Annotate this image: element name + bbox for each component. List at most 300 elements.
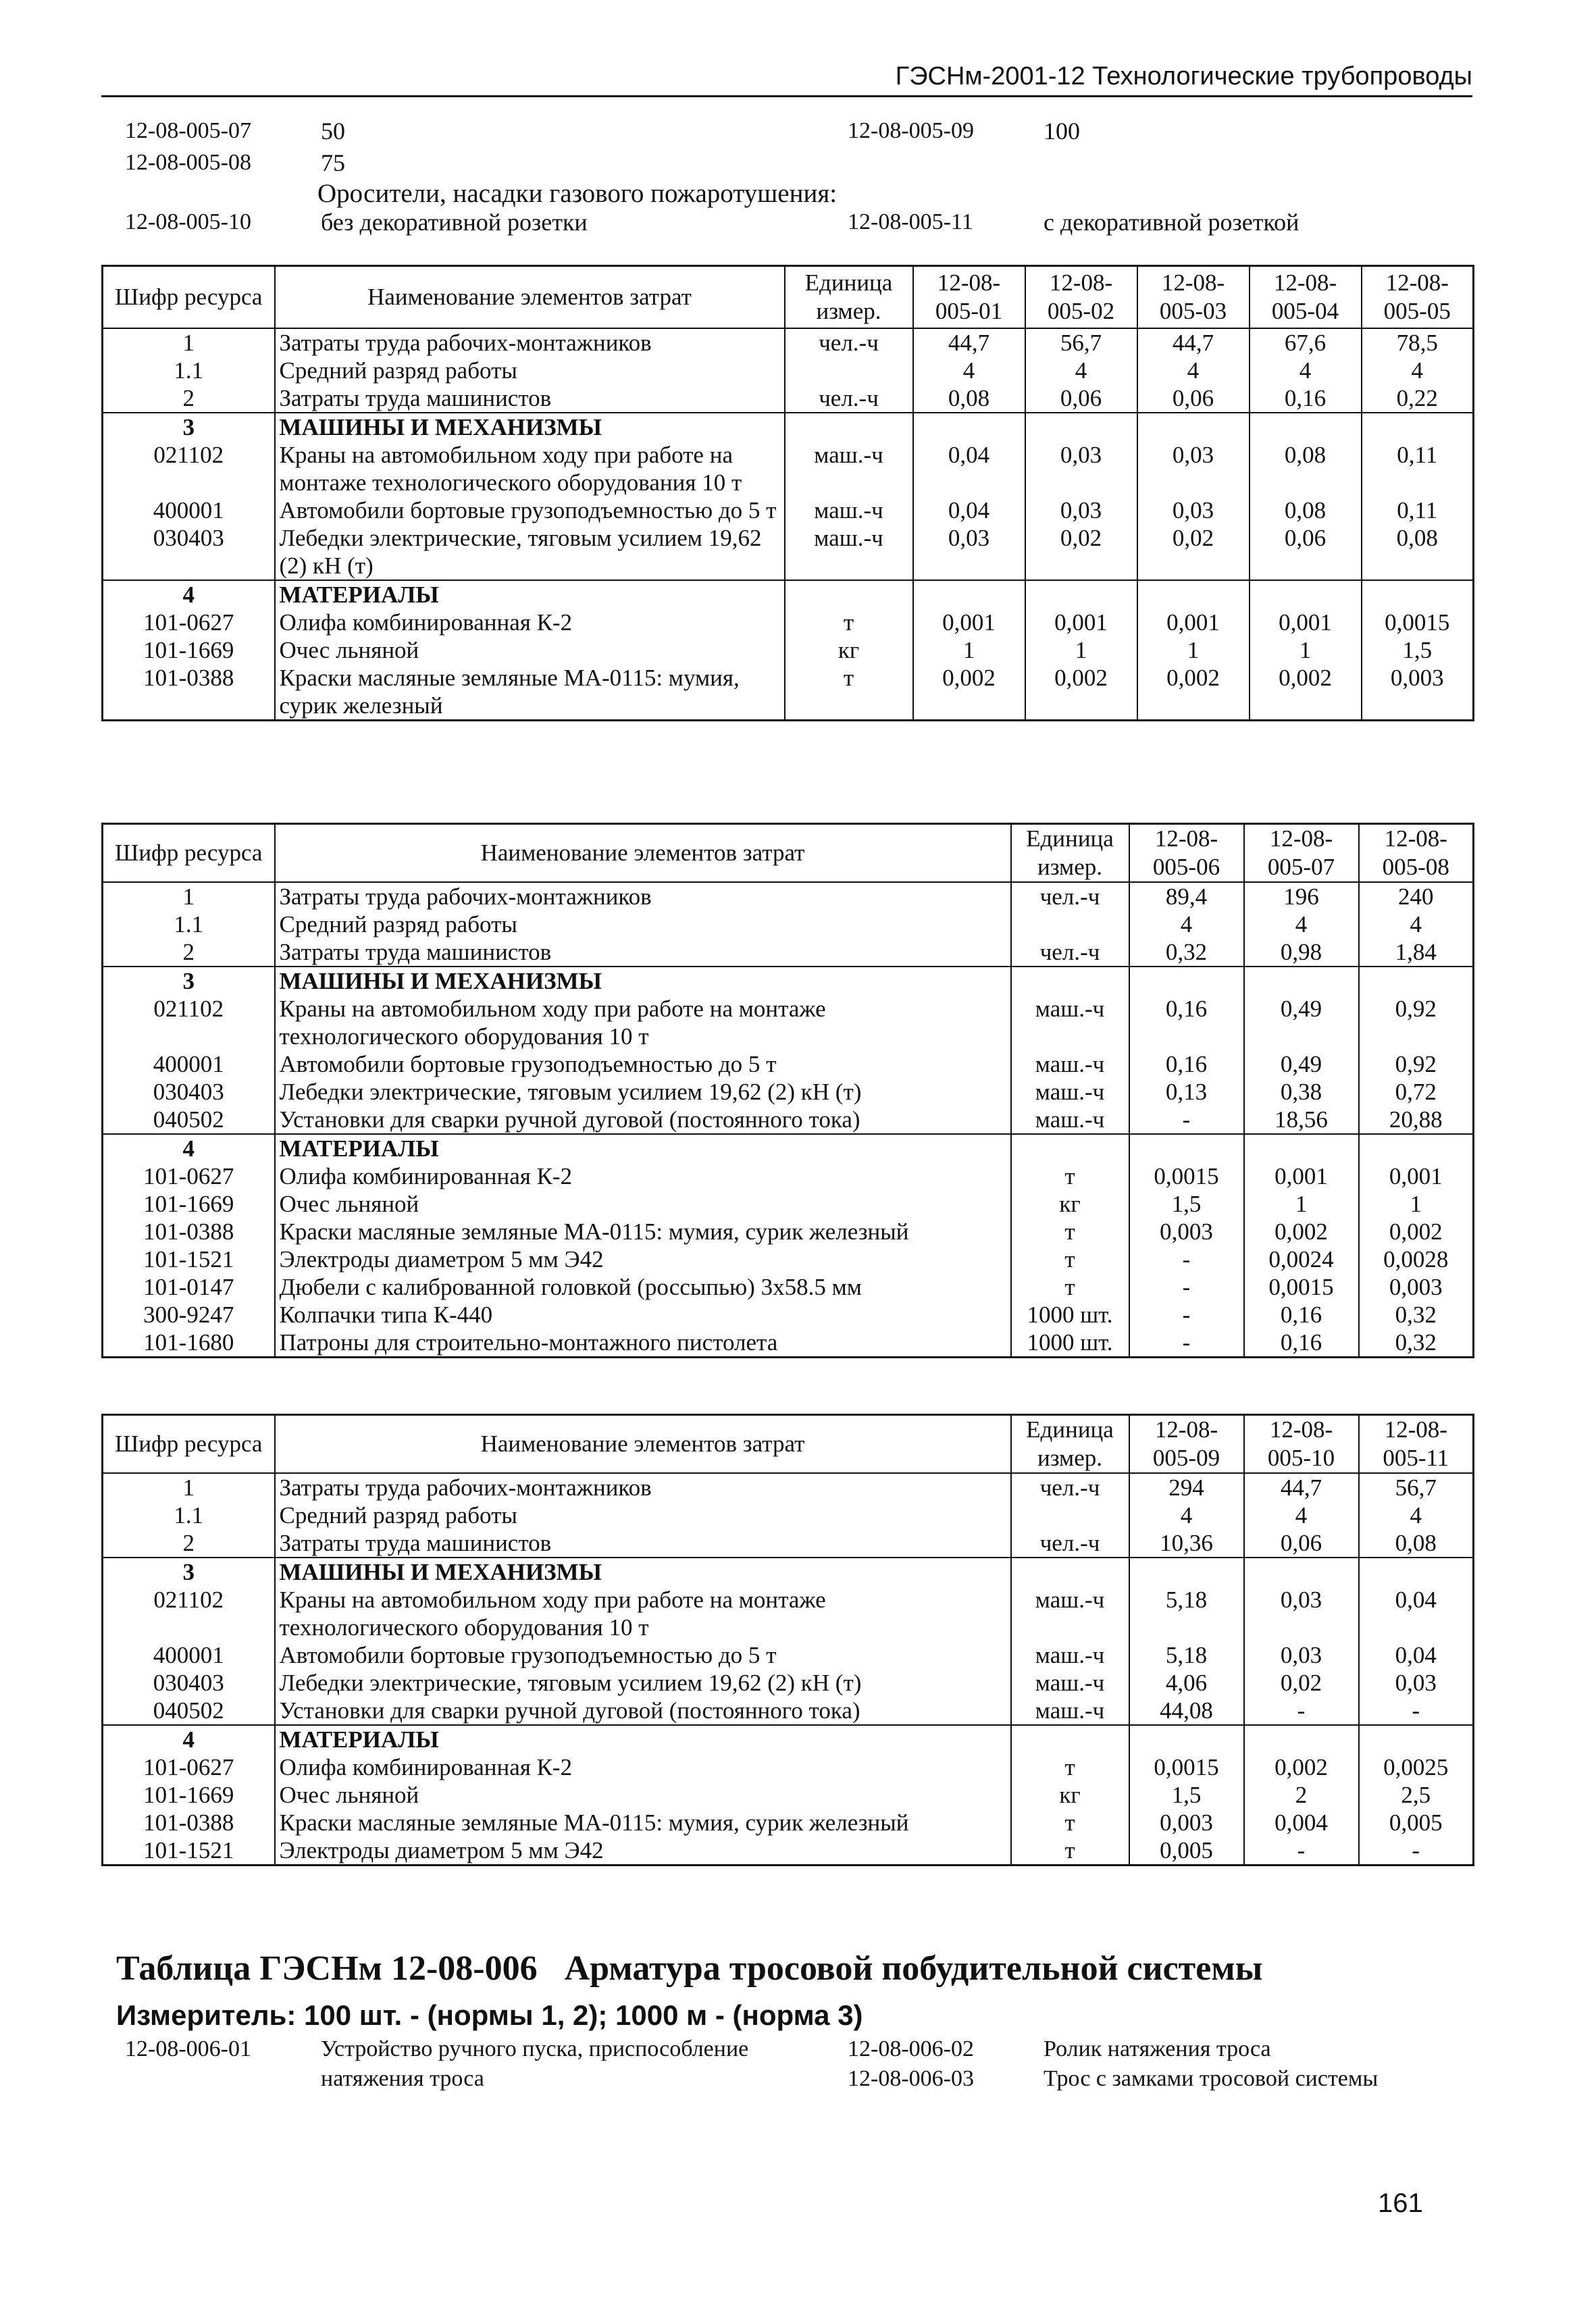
header-name: Наименование элементов затрат xyxy=(275,824,1011,883)
table-row xyxy=(103,1245,1474,1273)
cell-value: 0,0015 xyxy=(1244,1273,1359,1301)
cell-value xyxy=(1244,967,1359,995)
cell-value: 0,02 xyxy=(1137,524,1250,580)
cell-name: Олифа комбинированная К-2 xyxy=(275,1162,1011,1190)
cell-value xyxy=(1359,1558,1474,1586)
code-text: Устройство ручного пуска, приспособление натяжения троса xyxy=(321,2036,749,2091)
cell-value: 20,88 xyxy=(1359,1106,1474,1134)
cell-unit xyxy=(785,580,913,609)
header-unit: Единица измер. xyxy=(1011,1415,1129,1474)
cell-name: Электроды диаметром 5 мм Э42 xyxy=(275,1245,1011,1273)
cell-code: 400001 xyxy=(103,496,275,524)
cell-name: Затраты труда рабочих-монтажников xyxy=(275,882,1011,910)
cell-name: Установки для сварки ручной дуговой (постоянного тока) xyxy=(275,1106,1011,1134)
cell-name: Средний разряд работы xyxy=(275,357,785,384)
cell-unit: маш.-ч xyxy=(1011,1669,1129,1697)
cell-code: 030403 xyxy=(103,1669,275,1697)
cell-value: 0,02 xyxy=(1025,524,1137,580)
cell-value: 0,49 xyxy=(1244,1050,1359,1078)
cell-value: 0,002 xyxy=(913,664,1025,721)
cell-name: Краны на автомобильном ходу при работе на монтаже технологического оборудования 10 т xyxy=(275,441,785,496)
code-text: Ролик натяжения троса xyxy=(1044,2036,1271,2061)
cell-value: 0,003 xyxy=(1129,1809,1244,1836)
header-name: Наименование элементов затрат xyxy=(275,266,785,328)
cell-value xyxy=(1129,1725,1244,1753)
cell-unit: т xyxy=(1011,1273,1129,1301)
cell-unit: маш.-ч xyxy=(1011,1586,1129,1641)
cell-code: 1.1 xyxy=(103,357,275,384)
cell-value: 0,005 xyxy=(1129,1836,1244,1866)
cell-code: 101-0147 xyxy=(103,1273,275,1301)
table-row xyxy=(103,1529,1474,1558)
cell-value: - xyxy=(1244,1836,1359,1866)
cell-value xyxy=(1129,1134,1244,1162)
code-text: с декоративной розеткой xyxy=(1044,209,1299,236)
cell-name: Лебедки электрические, тяговым усилием 19,62 (2) кН (т) xyxy=(275,1078,1011,1106)
cell-code: 101-1680 xyxy=(103,1329,275,1358)
cell-unit: чел.-ч xyxy=(785,328,913,357)
table-row xyxy=(103,995,1474,1050)
cell-code: 101-0388 xyxy=(103,1809,275,1836)
header-col: 12-08-005-05 xyxy=(1362,266,1474,328)
cell-value: 0,92 xyxy=(1359,995,1474,1050)
cell-unit xyxy=(1011,1501,1129,1529)
cell-value: 1 xyxy=(1137,636,1250,664)
cell-value: 1 xyxy=(913,636,1025,664)
cell-name: МАТЕРИАЛЫ xyxy=(275,1725,1011,1753)
cell-value: 4 xyxy=(1359,1501,1474,1529)
table-row xyxy=(103,636,1474,664)
table-row xyxy=(103,441,1474,496)
table-row xyxy=(103,1697,1474,1725)
cell-name: Краски масляные земляные МА-0115: мумия, сурик железный xyxy=(275,1809,1011,1836)
header-col: 12-08-005-01 xyxy=(913,266,1025,328)
cell-code: 101-1669 xyxy=(103,636,275,664)
header-unit: Единица измер. xyxy=(1011,824,1129,883)
cell-code: 030403 xyxy=(103,524,275,580)
cell-value: 0,0015 xyxy=(1129,1753,1244,1781)
cell-value: 0,001 xyxy=(1359,1162,1474,1190)
cell-value: 0,49 xyxy=(1244,995,1359,1050)
cell-value xyxy=(1244,1558,1359,1586)
cell-name: Очес льняной xyxy=(275,1781,1011,1809)
cell-value: - xyxy=(1359,1836,1474,1866)
cell-code: 400001 xyxy=(103,1641,275,1669)
cell-name: Краны на автомобильном ходу при работе на монтаже технологического оборудования 10 т xyxy=(275,995,1011,1050)
header-unit: Единица измер. xyxy=(785,266,913,328)
section-row xyxy=(103,580,1474,609)
cell-name: Лебедки электрические, тяговым усилием 19,62 (2) кН (т) xyxy=(275,524,785,580)
header-code: Шифр ресурса xyxy=(103,824,275,883)
cell-name: МАШИНЫ И МЕХАНИЗМЫ xyxy=(275,413,785,441)
cell-unit: маш.-ч xyxy=(1011,1641,1129,1669)
cell-value: 1 xyxy=(1244,1190,1359,1218)
table-row xyxy=(103,1473,1474,1501)
cell-unit xyxy=(1011,1558,1129,1586)
cell-value: 0,005 xyxy=(1359,1809,1474,1836)
cell-value xyxy=(1250,413,1362,441)
cell-value: 0,04 xyxy=(913,441,1025,496)
cell-value: 0,03 xyxy=(913,524,1025,580)
cell-value: 0,0015 xyxy=(1129,1162,1244,1190)
cell-code: 2 xyxy=(103,938,275,967)
cell-value xyxy=(1359,1134,1474,1162)
cell-value: 89,4 xyxy=(1129,882,1244,910)
cell-name: МАТЕРИАЛЫ xyxy=(275,1134,1011,1162)
cell-value: 0,003 xyxy=(1362,664,1474,721)
cell-value xyxy=(1129,1558,1244,1586)
section-row xyxy=(103,967,1474,995)
cell-value: 0,04 xyxy=(1359,1586,1474,1641)
cell-value xyxy=(1244,1725,1359,1753)
cell-code: 040502 xyxy=(103,1697,275,1725)
cell-name: Лебедки электрические, тяговым усилием 19,62 (2) кН (т) xyxy=(275,1669,1011,1697)
cell-value xyxy=(1250,580,1362,609)
cell-value: 0,001 xyxy=(1137,609,1250,636)
cell-value: 0,002 xyxy=(1250,664,1362,721)
cell-unit: маш.-ч xyxy=(785,441,913,496)
table-row xyxy=(103,1190,1474,1218)
table-row xyxy=(103,384,1474,413)
cell-value: - xyxy=(1129,1106,1244,1134)
cell-value: 4 xyxy=(1244,1501,1359,1529)
norm-table-3 xyxy=(101,1414,1474,1866)
cell-value: 0,03 xyxy=(1137,496,1250,524)
table-row xyxy=(103,524,1474,580)
cell-code: 1 xyxy=(103,1473,275,1501)
cell-value: 1,84 xyxy=(1359,938,1474,967)
cell-value: 0,001 xyxy=(1250,609,1362,636)
meter-line: Измеритель: 100 шт. - (нормы 1, 2); 1000 м - (норма 3) xyxy=(116,1999,863,2031)
cell-unit: т xyxy=(1011,1836,1129,1866)
cell-value: 4,06 xyxy=(1129,1669,1244,1697)
cell-unit: т xyxy=(785,664,913,721)
cell-unit xyxy=(785,357,913,384)
cell-code: 3 xyxy=(103,967,275,995)
cell-code: 101-0627 xyxy=(103,1753,275,1781)
cell-value: - xyxy=(1244,1697,1359,1725)
cell-unit: маш.-ч xyxy=(1011,1078,1129,1106)
cell-value: 0,22 xyxy=(1362,384,1474,413)
table-row xyxy=(103,1809,1474,1836)
cell-code: 101-1521 xyxy=(103,1245,275,1273)
code: 12-08-006-02 xyxy=(848,2036,974,2061)
header-col: 12-08-005-04 xyxy=(1250,266,1362,328)
cell-code: 4 xyxy=(103,1725,275,1753)
cell-value: 0,08 xyxy=(1250,441,1362,496)
table-header-row xyxy=(103,1415,1474,1474)
cell-unit: чел.-ч xyxy=(1011,1473,1129,1501)
norm-table-2 xyxy=(101,823,1474,1358)
cell-unit xyxy=(1011,1725,1129,1753)
cell-value: 0,002 xyxy=(1244,1753,1359,1781)
cell-name: Затраты труда машинистов xyxy=(275,938,1011,967)
table-row xyxy=(103,1641,1474,1669)
cell-name: МАТЕРИАЛЫ xyxy=(275,580,785,609)
code-value: 100 xyxy=(1044,118,1080,145)
table-row xyxy=(103,1273,1474,1301)
cell-code: 1.1 xyxy=(103,910,275,938)
cell-value: 0,08 xyxy=(1359,1529,1474,1558)
cell-code: 3 xyxy=(103,1558,275,1586)
cell-value: 0,002 xyxy=(1244,1218,1359,1245)
cell-unit: маш.-ч xyxy=(1011,995,1129,1050)
table-row xyxy=(103,1106,1474,1134)
cell-value: 0,002 xyxy=(1137,664,1250,721)
header-col: 12-08-005-02 xyxy=(1025,266,1137,328)
cell-unit xyxy=(785,413,913,441)
cell-value xyxy=(1129,967,1244,995)
cell-value: 1 xyxy=(1025,636,1137,664)
cell-value: - xyxy=(1129,1273,1244,1301)
cell-value: 0,0024 xyxy=(1244,1245,1359,1273)
cell-value: 294 xyxy=(1129,1473,1244,1501)
cell-value: 78,5 xyxy=(1362,328,1474,357)
cell-unit: чел.-ч xyxy=(785,384,913,413)
cell-unit: маш.-ч xyxy=(1011,1106,1129,1134)
cell-name: Очес льняной xyxy=(275,1190,1011,1218)
cell-unit: чел.-ч xyxy=(1011,1529,1129,1558)
table-row xyxy=(103,1301,1474,1329)
table-header-row xyxy=(103,266,1474,328)
cell-name: Затраты труда рабочих-монтажников xyxy=(275,1473,1011,1501)
cell-unit xyxy=(1011,910,1129,938)
cell-value: 4 xyxy=(1359,910,1474,938)
cell-value: 4 xyxy=(1129,910,1244,938)
cell-name: Затраты труда рабочих-монтажников xyxy=(275,328,785,357)
cell-value: 0,08 xyxy=(1250,496,1362,524)
cell-value: 0,11 xyxy=(1362,441,1474,496)
cell-name: Установки для сварки ручной дуговой (постоянного тока) xyxy=(275,1697,1011,1725)
header-col: 12-08-005-07 xyxy=(1244,824,1359,883)
cell-code: 1 xyxy=(103,882,275,910)
cell-name: Краски масляные земляные МА-0115: мумия, сурик железный xyxy=(275,664,785,721)
code: 12-08-005-10 xyxy=(125,209,251,234)
cell-value: 56,7 xyxy=(1359,1473,1474,1501)
cell-value: 0,002 xyxy=(1359,1218,1474,1245)
header-col: 12-08-005-08 xyxy=(1359,824,1474,883)
cell-value xyxy=(1137,413,1250,441)
cell-value: 4 xyxy=(1025,357,1137,384)
code: 12-08-006-03 xyxy=(848,2066,974,2091)
table-row xyxy=(103,938,1474,967)
cell-value: 0,0028 xyxy=(1359,1245,1474,1273)
cell-value: 0,06 xyxy=(1250,524,1362,580)
cell-code: 030403 xyxy=(103,1078,275,1106)
table-header-row xyxy=(103,824,1474,883)
cell-name: Автомобили бортовые грузоподъемностью до 5 т xyxy=(275,1050,1011,1078)
cell-value xyxy=(1137,580,1250,609)
header-name: Наименование элементов затрат xyxy=(275,1415,1011,1474)
cell-value: - xyxy=(1129,1245,1244,1273)
cell-name: Автомобили бортовые грузоподъемностью до 5 т xyxy=(275,496,785,524)
cell-name: Олифа комбинированная К-2 xyxy=(275,609,785,636)
section-row xyxy=(103,1134,1474,1162)
cell-value: 0,03 xyxy=(1025,441,1137,496)
cell-value: 4 xyxy=(1129,1501,1244,1529)
header-code: Шифр ресурса xyxy=(103,266,275,328)
cell-value: 67,6 xyxy=(1250,328,1362,357)
cell-value: 0,92 xyxy=(1359,1050,1474,1078)
cell-value: 0,003 xyxy=(1129,1218,1244,1245)
cell-value xyxy=(1025,580,1137,609)
cell-name: Затраты труда машинистов xyxy=(275,1529,1011,1558)
table-title-label: Таблица ГЭСНм 12-08-006 xyxy=(116,1949,538,1988)
cell-value: 0,08 xyxy=(1362,524,1474,580)
cell-value: 0,98 xyxy=(1244,938,1359,967)
cell-code: 1 xyxy=(103,328,275,357)
code: 12-08-006-01 xyxy=(125,2036,251,2061)
cell-value: 44,7 xyxy=(1244,1473,1359,1501)
cell-value: 0,03 xyxy=(1359,1669,1474,1697)
cell-name: Средний разряд работы xyxy=(275,910,1011,938)
cell-value: 1 xyxy=(1250,636,1362,664)
cell-value: 44,7 xyxy=(1137,328,1250,357)
cell-value: - xyxy=(1359,1697,1474,1725)
cell-code: 101-0388 xyxy=(103,1218,275,1245)
cell-value: 0,001 xyxy=(1025,609,1137,636)
cell-name: Очес льняной xyxy=(275,636,785,664)
cell-code: 101-1521 xyxy=(103,1836,275,1866)
cell-value: 2 xyxy=(1244,1781,1359,1809)
cell-code: 021102 xyxy=(103,995,275,1050)
table-title xyxy=(116,1949,1262,1988)
cell-code: 1.1 xyxy=(103,1501,275,1529)
cell-value: 0,16 xyxy=(1244,1329,1359,1358)
table-row xyxy=(103,328,1474,357)
cell-name: Олифа комбинированная К-2 xyxy=(275,1753,1011,1781)
cell-code: 101-0627 xyxy=(103,609,275,636)
cell-value: 0,004 xyxy=(1244,1809,1359,1836)
cell-value: 0,11 xyxy=(1362,496,1474,524)
header-col: 12-08-005-10 xyxy=(1244,1415,1359,1474)
cell-value xyxy=(1359,1725,1474,1753)
cell-unit: маш.-ч xyxy=(1011,1050,1129,1078)
cell-value: 0,16 xyxy=(1129,1050,1244,1078)
cell-unit: маш.-ч xyxy=(785,496,913,524)
cell-unit: чел.-ч xyxy=(1011,882,1129,910)
cell-value xyxy=(1362,413,1474,441)
cell-value: 0,002 xyxy=(1025,664,1137,721)
table-row xyxy=(103,1669,1474,1697)
cell-value: 5,18 xyxy=(1129,1586,1244,1641)
cell-value: 44,08 xyxy=(1129,1697,1244,1725)
cell-value: 4 xyxy=(1137,357,1250,384)
table-row xyxy=(103,1218,1474,1245)
cell-value xyxy=(1362,580,1474,609)
section-row xyxy=(103,1725,1474,1753)
cell-value: 0,32 xyxy=(1359,1301,1474,1329)
cell-unit xyxy=(1011,967,1129,995)
cell-code: 040502 xyxy=(103,1106,275,1134)
cell-value: 0,06 xyxy=(1244,1529,1359,1558)
cell-value: 4 xyxy=(1244,910,1359,938)
cell-value: 10,36 xyxy=(1129,1529,1244,1558)
cell-name: МАШИНЫ И МЕХАНИЗМЫ xyxy=(275,967,1011,995)
cell-value: - xyxy=(1129,1329,1244,1358)
cell-value: 240 xyxy=(1359,882,1474,910)
header-code: Шифр ресурса xyxy=(103,1415,275,1474)
cell-code: 400001 xyxy=(103,1050,275,1078)
table-row xyxy=(103,496,1474,524)
section-row xyxy=(103,413,1474,441)
cell-value xyxy=(1025,413,1137,441)
table-row xyxy=(103,1162,1474,1190)
table-row xyxy=(103,664,1474,721)
cell-value xyxy=(1359,967,1474,995)
cell-unit: маш.-ч xyxy=(785,524,913,580)
norm-table-1 xyxy=(101,265,1474,721)
cell-value: 0,32 xyxy=(1359,1329,1474,1358)
cell-name: Автомобили бортовые грузоподъемностью до 5 т xyxy=(275,1641,1011,1669)
section-row xyxy=(103,1558,1474,1586)
cell-name: Колпачки типа К-440 xyxy=(275,1301,1011,1329)
cell-value xyxy=(1244,1134,1359,1162)
table-row xyxy=(103,1836,1474,1866)
cell-value: 0,04 xyxy=(913,496,1025,524)
cell-value: 0,003 xyxy=(1359,1273,1474,1301)
cell-value: 1,5 xyxy=(1129,1190,1244,1218)
header-col: 12-08-005-06 xyxy=(1129,824,1244,883)
cell-value: 0,38 xyxy=(1244,1078,1359,1106)
cell-value xyxy=(913,413,1025,441)
code-text: Трос с замками тросовой системы xyxy=(1044,2066,1379,2091)
cell-value: 0,03 xyxy=(1025,496,1137,524)
cell-code: 021102 xyxy=(103,441,275,496)
cell-value: 0,0015 xyxy=(1362,609,1474,636)
cell-value: 4 xyxy=(1250,357,1362,384)
table-row xyxy=(103,357,1474,384)
cell-unit: т xyxy=(1011,1753,1129,1781)
cell-value: 0,16 xyxy=(1129,995,1244,1050)
cell-value: 0,04 xyxy=(1359,1641,1474,1669)
cell-name: Краски масляные земляные МА-0115: мумия, сурик железный xyxy=(275,1218,1011,1245)
code: 12-08-005-08 xyxy=(125,150,251,175)
cell-unit: 1000 шт. xyxy=(1011,1329,1129,1358)
table-row xyxy=(103,1753,1474,1781)
cell-value: 5,18 xyxy=(1129,1641,1244,1669)
code: 12-08-005-11 xyxy=(848,209,973,234)
cell-unit: т xyxy=(785,609,913,636)
cell-value: 0,03 xyxy=(1244,1586,1359,1641)
cell-name: Патроны для строительно-монтажного пистолета xyxy=(275,1329,1011,1358)
cell-value: 56,7 xyxy=(1025,328,1137,357)
cell-code: 101-1669 xyxy=(103,1781,275,1809)
code: 12-08-005-07 xyxy=(125,118,251,143)
cell-name: Электроды диаметром 5 мм Э42 xyxy=(275,1836,1011,1866)
cell-code: 101-0388 xyxy=(103,664,275,721)
cell-unit xyxy=(1011,1134,1129,1162)
cell-value: 1 xyxy=(1359,1190,1474,1218)
table-row xyxy=(103,1501,1474,1529)
cell-name: Средний разряд работы xyxy=(275,1501,1011,1529)
cell-code: 101-0627 xyxy=(103,1162,275,1190)
table-row xyxy=(103,609,1474,636)
cell-value: 0,03 xyxy=(1137,441,1250,496)
header-col: 12-08-005-03 xyxy=(1137,266,1250,328)
cell-unit: т xyxy=(1011,1218,1129,1245)
table-row xyxy=(103,1781,1474,1809)
cell-unit: т xyxy=(1011,1245,1129,1273)
table-row xyxy=(103,1586,1474,1641)
cell-value: 0,13 xyxy=(1129,1078,1244,1106)
cell-code: 2 xyxy=(103,384,275,413)
page-header: ГЭСНм-2001-12 Технологические трубопроводы xyxy=(101,62,1472,97)
cell-code: 3 xyxy=(103,413,275,441)
cell-code: 2 xyxy=(103,1529,275,1558)
cell-value: 1,5 xyxy=(1362,636,1474,664)
cell-value: 0,0025 xyxy=(1359,1753,1474,1781)
